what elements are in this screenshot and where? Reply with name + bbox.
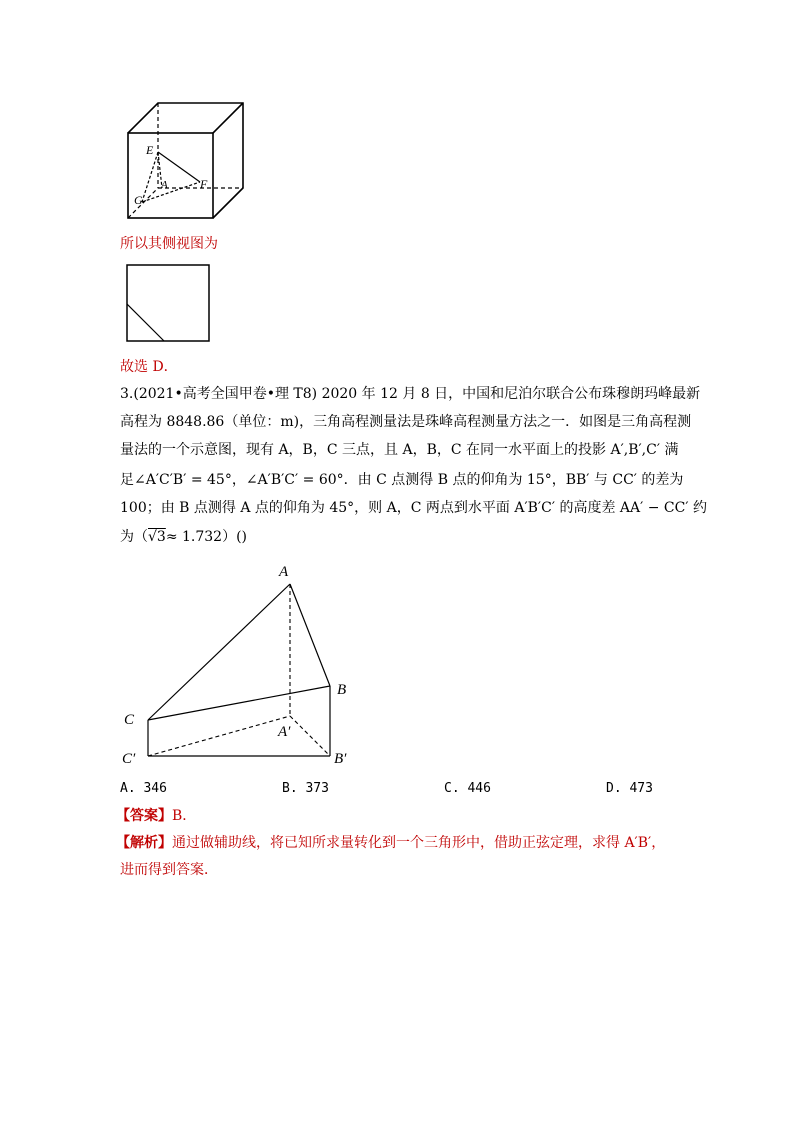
prev-answer: 故选 D． — [120, 359, 178, 375]
option-a-label: A. — [120, 781, 136, 796]
side-view-diagonal — [127, 304, 164, 341]
option-c-value: 446 — [467, 781, 491, 796]
analysis-line-1 — [116, 834, 665, 852]
segment-ef — [158, 152, 200, 182]
line6-prefix: 为（ — [120, 529, 148, 545]
question-line-3: 量法的一个示意图，现有 A，B，C 三点，且 A，B，C 在同一水平面上的投影 A′,B′,C′ 满 — [120, 442, 679, 458]
option-d-value: 473 — [629, 781, 653, 796]
option-d-label: D. — [606, 781, 622, 796]
edge-cprime-aprime — [148, 716, 290, 756]
answer-text: B． — [172, 808, 197, 824]
label-a-prime: A′ — [278, 724, 291, 740]
label-c: C — [124, 712, 135, 728]
label-f: F — [200, 177, 208, 191]
cube-figure — [120, 100, 250, 225]
option-a[interactable] — [120, 781, 167, 796]
option-b-label: B. — [282, 781, 298, 796]
label-b-prime: B′ — [334, 751, 347, 767]
cube-hidden-edge — [128, 188, 158, 218]
question-line-5: 100；由 B 点测得 A 点的仰角为 45°，则 A，C 两点到水平面 A′B′C′ 的高度差 AA′ − CC′ 约 — [120, 500, 707, 516]
edge-a-b — [290, 584, 330, 686]
side-view-caption: 所以其侧视图为 — [120, 236, 218, 252]
line6-suffix: ≈ 1.732）() — [165, 529, 248, 545]
side-view-figure — [126, 264, 212, 344]
question-line-1: 3.(2021•高考全国甲卷•理 T8) 2020 年 12 月 8 日，中国和尼泊尔联合公布珠穆朗玛峰最新 — [120, 386, 701, 402]
answer-tag: 【答案】 — [116, 808, 172, 824]
prism-figure — [118, 560, 358, 770]
side-view-square — [127, 265, 209, 341]
option-b-value: 373 — [305, 781, 329, 796]
label-b: B — [337, 682, 347, 698]
answer — [116, 807, 196, 825]
label-a: A — [279, 564, 289, 580]
question-line-4: 足∠A′C′B′ = 45°，∠A′B′C′ = 60°．由 C 点测得 B 点的仰角为 15°，BB′ 与 CC′ 的差为 — [120, 472, 684, 488]
segment-eg — [142, 152, 158, 202]
label-g: G — [134, 193, 143, 207]
question-line-6 — [120, 528, 247, 546]
question-line-2: 高程为 8848.86（单位：m)，三角高程测量法是珠峰高程测量方法之一．如图是三角高程测 — [120, 414, 692, 430]
option-b[interactable] — [282, 781, 329, 796]
option-c[interactable] — [444, 781, 491, 796]
analysis-text-1: 通过做辅助线，将已知所求量转化到一个三角形中，借助正弦定理，求得 A′B′， — [172, 835, 666, 851]
analysis-tag: 【解析】 — [116, 835, 172, 851]
option-d[interactable] — [606, 781, 653, 796]
label-e: E — [146, 143, 154, 157]
edge-c-b — [148, 686, 330, 720]
cube-edge — [213, 103, 243, 133]
option-c-label: C. — [444, 781, 460, 796]
edge-aprime-bprime — [290, 716, 330, 756]
sqrt3: √3 — [148, 529, 166, 545]
label-c-prime: C′ — [122, 751, 136, 767]
option-a-value: 346 — [143, 781, 167, 796]
edge-c-a — [148, 584, 290, 720]
analysis-line-2: 进而得到答案． — [120, 862, 218, 878]
segment-gf — [142, 182, 200, 202]
label-a: A — [161, 179, 168, 191]
